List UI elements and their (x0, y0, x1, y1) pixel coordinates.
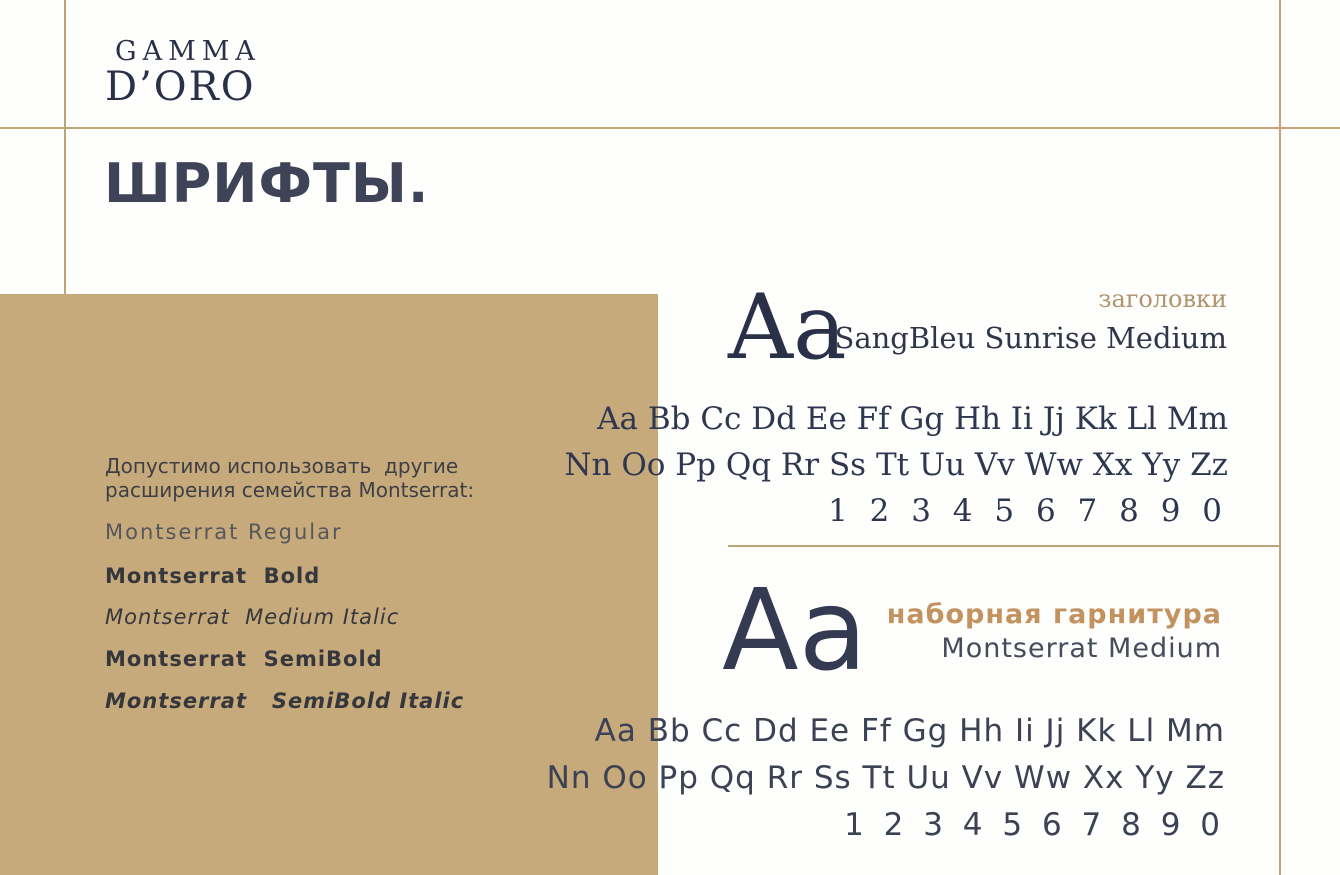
font-weight-item-bold: Montserrat Bold (105, 564, 321, 588)
headings-numerals: 1 2 3 4 5 6 7 8 9 0 (828, 493, 1228, 529)
specimen-body-role-label: наборная гарнитура (886, 599, 1222, 630)
font-weight-item-regular: Montserrat Regular (105, 520, 343, 544)
specimen-body-alphabet (500, 708, 1225, 849)
brand-logo-line2: D’ORO (105, 64, 256, 110)
specimen-body-font-name: Montserrat Medium (941, 633, 1222, 664)
headings-alphabet-line2: Nn Oo Pp Qq Rr Ss Tt Uu Vv Ww Xx Yy Zz (564, 447, 1228, 483)
body-alphabet-line2: Nn Oo Pp Qq Rr Ss Tt Uu Vv Ww Xx Yy Zz (546, 760, 1225, 796)
font-weight-item-medium-italic: Montserrat Medium Italic (105, 605, 400, 629)
intro-line1: Допустимо использовать другие (105, 454, 459, 478)
specimen-headings-labels (600, 284, 1227, 358)
body-numerals: 1 2 3 4 5 6 7 8 9 0 (844, 807, 1225, 843)
specimen-headings-sample: Aa (728, 275, 847, 380)
headings-alphabet-line1: Aa Bb Cc Dd Ee Ff Gg Hh Ii Jj Kk Ll Mm (597, 401, 1228, 437)
specimen-headings-font-name: SangBleu Sunrise Medium (834, 321, 1227, 355)
left-vertical-rule (64, 0, 66, 294)
top-horizontal-rule (0, 127, 1340, 129)
brand-logo-line1: GAMMA (115, 36, 261, 67)
specimen-headings-role-label: заголовки (1098, 285, 1227, 313)
specimen-headings-alphabet (500, 396, 1228, 534)
font-weight-item-semibold: Montserrat SemiBold (105, 647, 383, 671)
specimen-body-sample: Aa (722, 566, 868, 696)
intro-line2: расширения семейства Montserrat: (105, 478, 475, 502)
alternate-fonts-intro (105, 454, 474, 502)
right-vertical-rule (1279, 0, 1281, 875)
page-title: ШРИФТЫ. (104, 152, 430, 215)
specimen-divider-rule (728, 545, 1280, 547)
specimen-body-labels (600, 598, 1222, 666)
font-weight-item-semibold-italic: Montserrat SemiBold Italic (105, 689, 465, 713)
body-alphabet-line1: Aa Bb Cc Dd Ee Ff Gg Hh Ii Jj Kk Ll Mm (594, 713, 1225, 749)
